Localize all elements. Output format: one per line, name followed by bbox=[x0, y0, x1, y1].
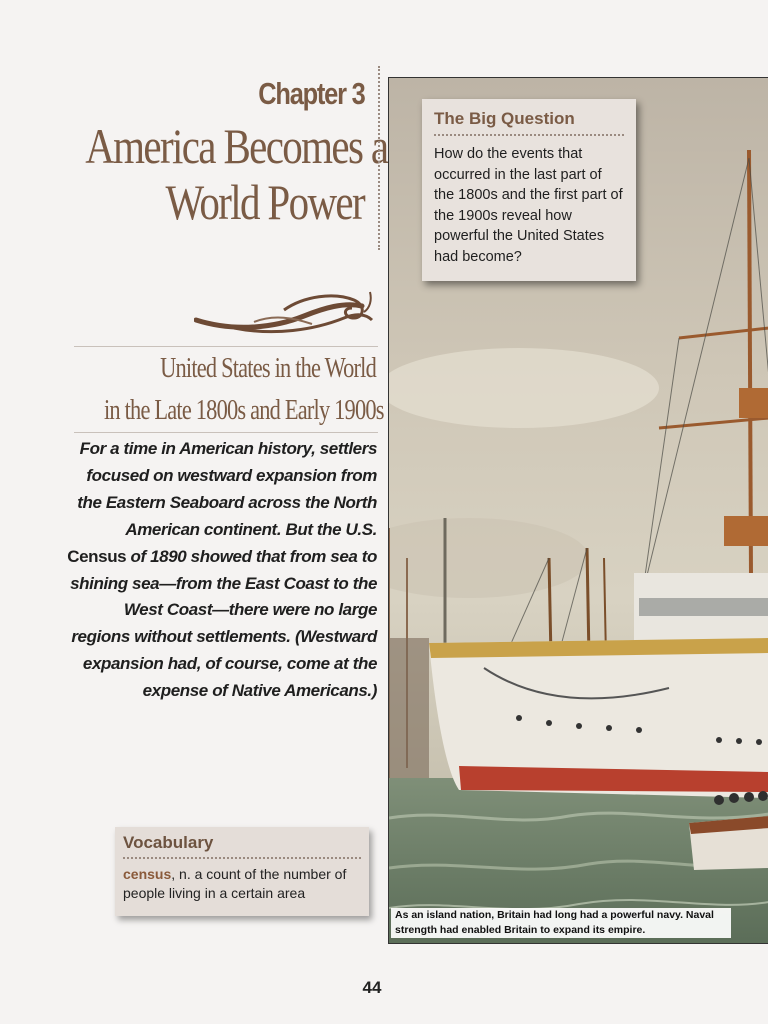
dotted-divider bbox=[378, 66, 380, 250]
intro-text-before: For a time in American history, settlers focused on westward expansion from the Eastern Seaboard across the North American continent. But the U.S. bbox=[77, 439, 377, 539]
image-caption: As an island nation, Britain had long had a powerful navy. Naval strength had enabled Britain to expand its empire. bbox=[391, 908, 731, 938]
intro-paragraph bbox=[66, 436, 377, 705]
flourish-ornament bbox=[194, 288, 378, 338]
big-question-body: How do the events that occurred in the last part of the 1800s and the first part of the 1900s reveal how powerful the United States had become? bbox=[434, 146, 623, 265]
intro-term-census: Census bbox=[67, 546, 127, 566]
section-heading-line2: in the Late 1800s and Early 1900s bbox=[104, 395, 384, 426]
chapter-label: Chapter 3 bbox=[257, 76, 364, 111]
vocabulary-definition-text: , n. a count of the number of people living in a certain area bbox=[123, 866, 347, 901]
section-rule-top bbox=[74, 346, 378, 347]
vocabulary-definition bbox=[123, 865, 361, 903]
section-heading-line1: United States in the World bbox=[160, 353, 376, 384]
chapter-title-line1: America Becomes a bbox=[85, 118, 388, 174]
big-question-box bbox=[422, 99, 636, 281]
big-question-title: The Big Question bbox=[434, 109, 624, 136]
intro-text-after: of 1890 showed that from sea to shining sea—from the East Coast to the West Coast—there were no large regions without settlements. (Westward expansion had, of course, come at the expense of Native Americans.) bbox=[70, 546, 377, 701]
vocabulary-term: census bbox=[123, 866, 172, 882]
page-number: 44 bbox=[362, 978, 382, 997]
vocabulary-box bbox=[115, 827, 369, 916]
section-rule-bottom bbox=[74, 432, 378, 433]
section-heading bbox=[36, 348, 384, 432]
chapter-title bbox=[24, 118, 388, 230]
vocabulary-title: Vocabulary bbox=[123, 833, 361, 859]
chapter-title-line2: World Power bbox=[165, 174, 364, 230]
